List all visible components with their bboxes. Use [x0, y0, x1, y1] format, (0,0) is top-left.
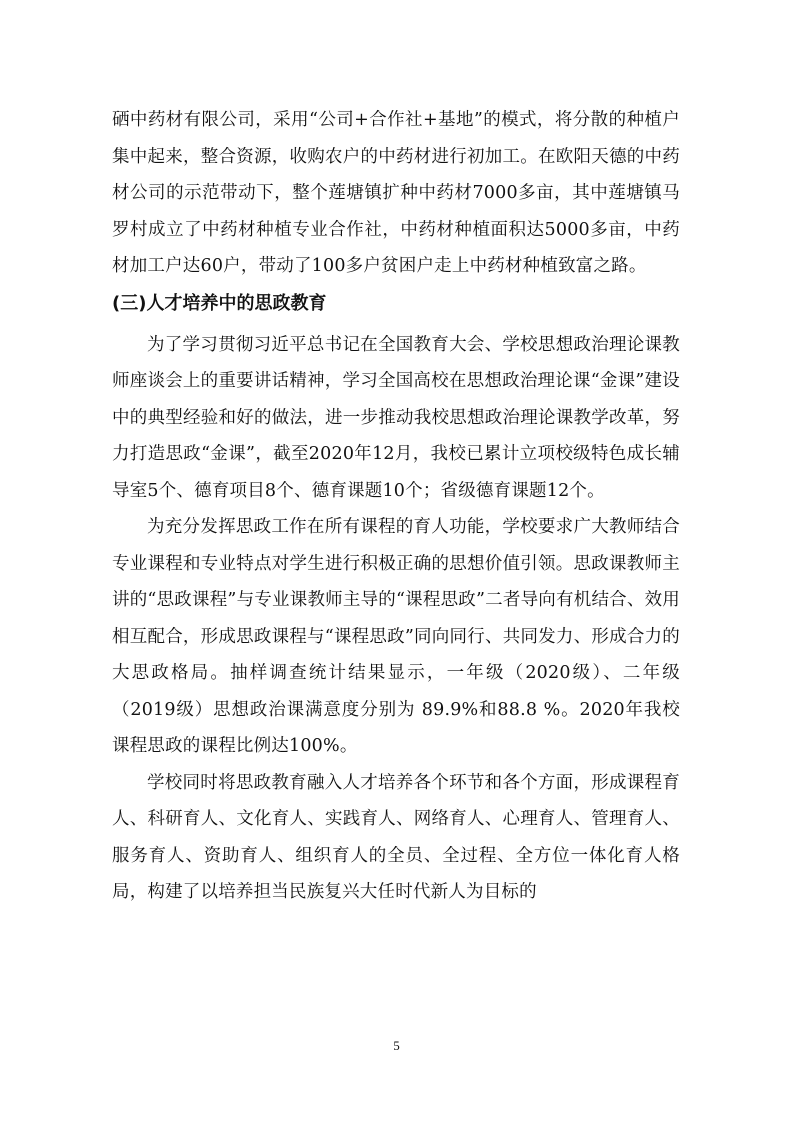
section-heading: (三)人才培养中的思政教育 [112, 292, 327, 314]
paragraph-gold-course: 为了学习贯彻习近平总书记在全国教育大会、学校思想政治理论课教师座谈会上的重要讲话精神，学习全国高校在思想政治理论课“金课”建设中的典型经验和好的做法，进一步推动我校思想政治理论课教学改革，努力打造思政“金课”，截至2020年12月，我校已累计立项校级特色成长辅导室5个、德育项目8个、德育课题10个；省级德育课题12个。 [112, 334, 680, 501]
paragraph-all-round-education: 学校同时将思政教育融入人才培养各个环节和各个方面，形成课程育人、科研育人、文化育人、实践育人、网络育人、心理育人、管理育人、服务育人、资助育人、组织育人的全员、全过程、全方位一体化育人格局，构建了以培养担当民族复兴大任时代新人为目标的 [112, 772, 680, 902]
page-number: 5 [393, 1038, 400, 1053]
document-body [112, 102, 680, 911]
paragraph-continuation: 硒中药材有限公司，采用“公司+合作社+基地”的模式，将分散的种植户集中起来，整合资源，收购农户的中药材进行初加工。在欧阳天德的中药材公司的示范带动下，整个莲塘镇扩种中药材7000多亩，其中莲塘镇马罗村成立了中药材种植专业合作社，中药材种植面积达5000多亩，中药材加工户达60户，带动了100多户贫困户走上中药材种植致富之路。 [112, 110, 680, 276]
paragraph-course-ideology: 为充分发挥思政工作在所有课程的育人功能，学校要求广大教师结合专业课程和专业特点对学生进行积极正确的思想价值引领。思政课教师主讲的“思政课程”与专业课教师主导的“课程思政”二者导向有机结合、效用相互配合，形成思政课程与“课程思政”同向同行、共同发力、形成合力的大思政格局。抽样调查统计结果显示，一年级（2020级）、二年级（2019级）思想政治课满意度分别为 89.9%和88.8 %。2020年我校课程思政的课程比例达100%。 [112, 517, 680, 756]
